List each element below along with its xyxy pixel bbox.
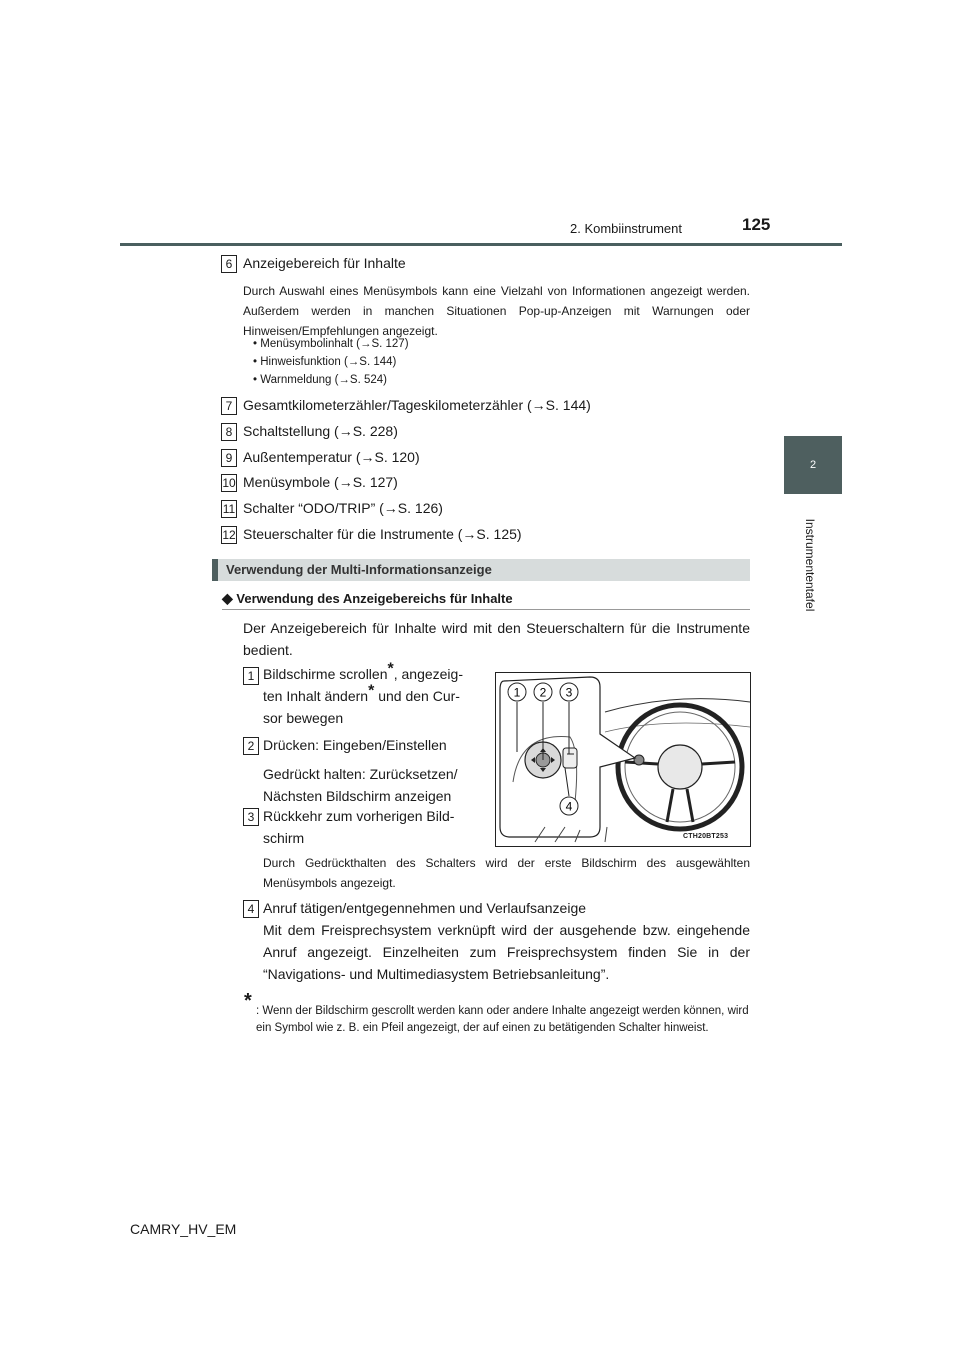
step-note: Durch Gedrückthalten des Schalters wird der erste Bildschirm des ausgewählten Menüsymbols angezeigt. <box>263 856 750 890</box>
step-line: Drücken: Eingeben/Einstellen <box>263 737 447 753</box>
step-text <box>263 734 491 807</box>
intro-paragraph: Der Anzeigebereich für Inhalte wird mit den Steuerschaltern für die Instrumente bedient. <box>243 620 750 658</box>
footnote-asterisk: * <box>244 990 252 1012</box>
item-body: Durch Auswahl eines Menüsymbols kann eine Vielzahl von Informationen angezeigt werden. Außerdem werden in manchen Situationen Pop-up-Anzeigen mit Warnungen oder Hinweisen/Empfehlungen angezeigt. <box>243 284 750 338</box>
step-text-part: und den Cur- <box>374 688 460 704</box>
item-title: Steuerschalter für die Instrumente (→S. 125) <box>243 526 522 542</box>
steering-wheel-illustration <box>495 672 751 847</box>
chapter-number: 2 <box>809 459 817 471</box>
step-number-box: 4 <box>243 900 259 918</box>
step-number-box: 3 <box>243 808 259 826</box>
bullet-text: Hinweisfunktion (→S. 144) <box>260 356 397 368</box>
header-section-name: 2. Kombiinstrument <box>570 221 682 236</box>
callout-label: 4 <box>565 799 573 814</box>
item-number-box: 9 <box>221 449 237 467</box>
bullet-text: Menüsymbolinhalt (→S. 127) <box>260 338 409 350</box>
item-number-box: 12 <box>222 528 236 542</box>
section-title: Verwendung der Multi-Informationsanzeige <box>226 562 492 577</box>
step-line: Nächsten Bildschirm anzeigen <box>263 788 452 804</box>
step-line: Gedrückt halten: Zurücksetzen/ <box>263 766 458 782</box>
item-title: Anzeigebereich für Inhalte <box>243 255 406 271</box>
chapter-label-text: Instrumententafel <box>803 518 817 612</box>
step-body: Mit dem Freisprechsystem verknüpft wird der ausgehende bzw. eingehende Anruf angezeigt. Einzelheiten zum Freisprechsystem finden Sie in der “Navigations- und Multimediasystem Betriebsanleitung”. <box>263 922 750 982</box>
item-number-box: 10 <box>222 476 236 490</box>
chapter-tab <box>784 436 842 494</box>
subheading-rule <box>222 609 750 610</box>
step-text-part: , angezeig- <box>393 666 463 682</box>
section-bar-edge <box>212 559 218 581</box>
callout-label: 1 <box>513 685 521 700</box>
bullet-text: Warnmeldung (→S. 524) <box>260 374 387 386</box>
subheading-text: Verwendung des Anzeigebereichs für Inhalte <box>236 591 513 606</box>
asterisk-mark: * <box>368 682 375 700</box>
item-title: Außentemperatur (→S. 120) <box>243 449 420 465</box>
footnote-text: : Wenn der Bildschirm gescrollt werden kann oder andere Inhalte angezeigt werden können, wird ein Symbol wie z. B. ein Pfeil angezeigt, der auf einen zu betätigenden Schalter hinweist. <box>256 1005 749 1034</box>
subheading <box>222 590 513 607</box>
step-title: Anruf tätigen/entgegennehmen und Verlaufsanzeige <box>263 900 587 916</box>
step-text-part: sor bewegen <box>263 710 344 726</box>
item-number-box: 8 <box>221 423 237 441</box>
item-number-box: 11 <box>222 502 236 516</box>
callout-label: 3 <box>565 685 573 700</box>
asterisk-mark: * <box>387 660 394 678</box>
step-text <box>263 660 491 729</box>
item-title: Schalter “ODO/TRIP” (→S. 126) <box>243 500 443 516</box>
step-line: Rückkehr zum vorherigen Bild- <box>263 808 455 824</box>
item-number-box: 7 <box>221 397 237 415</box>
item-number-box: 6 <box>221 255 237 273</box>
bullet-item: • Menüsymbolinhalt (→S. 127) <box>253 338 409 350</box>
step-text <box>263 805 491 849</box>
step-number-box: 2 <box>243 737 259 755</box>
step-number-box: 1 <box>243 667 259 685</box>
step-line: schirm <box>263 830 305 846</box>
item-title: Gesamtkilometerzähler/Tageskilometerzähler (→S. 144) <box>243 397 591 413</box>
item-title: Menüsymbole (→S. 127) <box>243 474 398 490</box>
callout-label: 2 <box>539 685 547 700</box>
header-rule <box>120 243 842 246</box>
page-number: 125 <box>742 215 771 234</box>
item-title: Schaltstellung (→S. 228) <box>243 423 398 439</box>
step-text-part: ten Inhalt ändern <box>263 688 369 704</box>
figure-code: CTH20BT253 <box>683 833 729 840</box>
bullet-item: • Warnmeldung (→S. 524) <box>253 374 387 386</box>
step-text-part: Bildschirme scrollen <box>263 666 388 682</box>
footer-model: CAMRY_HV_EM <box>130 1221 237 1237</box>
diamond-icon: ◆ <box>222 590 233 606</box>
chapter-label <box>799 500 821 630</box>
bullet-item: • Hinweisfunktion (→S. 144) <box>253 356 397 368</box>
